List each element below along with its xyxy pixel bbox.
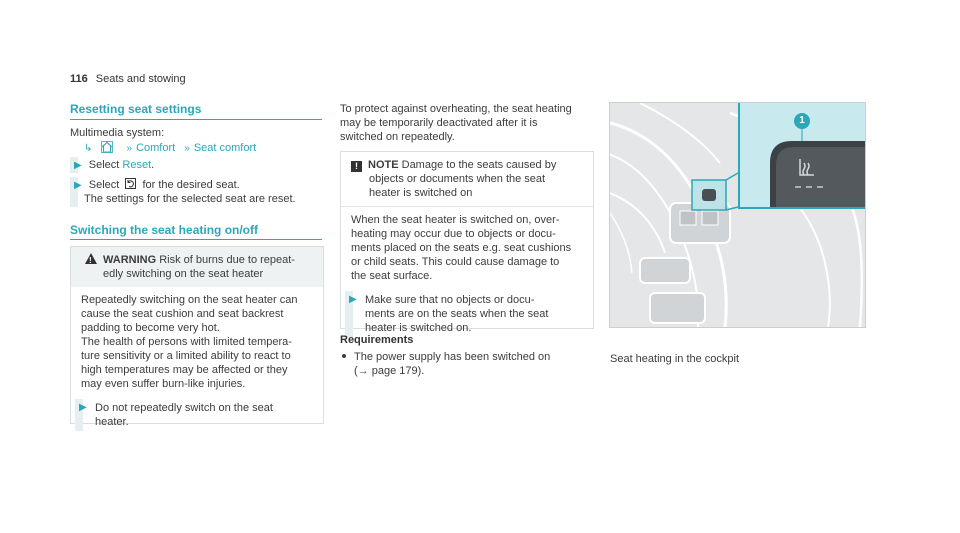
- notice-step-line: ments are on the seats when the seat: [365, 308, 549, 320]
- intro-text: [340, 102, 572, 144]
- step-select-seat: [74, 178, 240, 193]
- notice-step-line: heater is switched on.: [365, 322, 472, 334]
- step-arrow-icon: ▶: [79, 402, 87, 413]
- requirement-line: (→ page 179).: [354, 365, 425, 377]
- warning-box: [70, 246, 324, 428]
- notice-box: [340, 151, 594, 334]
- notice-label: NOTE: [368, 159, 399, 171]
- intro-line: To protect against overheating, the seat heating: [340, 103, 572, 115]
- path-item-seat-comfort[interactable]: Seat comfort: [193, 142, 257, 154]
- page-header: [70, 73, 186, 85]
- notice-text: or child seats. This could cause damage to: [351, 256, 560, 268]
- callout-number: 1: [794, 113, 810, 129]
- path-item-comfort[interactable]: Comfort: [136, 142, 176, 154]
- warning-label: WARNING: [103, 254, 157, 266]
- intro-line: may be temporarily deactivated after it is: [340, 117, 538, 129]
- reset-icon: [125, 178, 136, 189]
- seat-heating-illustration: [609, 102, 866, 328]
- notice-body: [341, 207, 593, 343]
- reset-section-rule: [70, 119, 322, 120]
- notice-step-line: Make sure that no objects or docu-: [365, 294, 535, 306]
- double-chevron-icon: »: [184, 143, 190, 154]
- step-prefix: Select: [88, 179, 120, 191]
- warning-step-line: Do not repeatedly switch on the seat: [95, 402, 273, 414]
- warning-head-line: edly switching on the seat heater: [103, 268, 264, 280]
- intro-line: switched on repeatedly.: [340, 131, 455, 143]
- warning-head-line: Risk of burns due to repeat-: [159, 254, 295, 266]
- notice-step: [351, 293, 585, 335]
- step-select-reset: [74, 158, 154, 173]
- warning-triangle-icon: [85, 253, 97, 264]
- requirements-title: Requirements: [340, 334, 414, 346]
- bullet-icon: [342, 354, 346, 358]
- notice-head-line: Damage to the seats caused by: [401, 159, 557, 171]
- warning-text: ture sensitivity or a limited ability to react to: [81, 350, 291, 362]
- path-label: Multimedia system:: [70, 127, 165, 139]
- warning-head: [71, 247, 323, 287]
- notice-head-line: objects or documents when the seat: [369, 173, 546, 185]
- section-title: Seats and stowing: [95, 73, 186, 85]
- menu-path: [84, 141, 256, 156]
- notice-text: When the seat heater is switched on, over-: [351, 214, 560, 226]
- warning-body: [71, 287, 323, 437]
- warning-text: cause the seat cushion and seat backrest: [81, 308, 284, 320]
- page-number: 116: [70, 73, 88, 85]
- reset-section-title: Resetting seat settings: [70, 102, 202, 116]
- figure-caption: Seat heating in the cockpit: [610, 353, 740, 365]
- warning-text: Repeatedly switching on the seat heater can: [81, 294, 298, 306]
- step-arrow-icon: ▶: [74, 180, 82, 191]
- notice-text: heating may occur due to objects or docu-: [351, 228, 556, 240]
- warning-text: padding to become very hot.: [81, 322, 220, 334]
- notice-icon: !: [351, 161, 362, 172]
- warning-step: [81, 401, 315, 429]
- requirement-item: [342, 350, 550, 378]
- notice-text: ments placed on the seats e.g. seat cushions: [351, 242, 572, 254]
- notice-head-line: heater is switched on: [369, 187, 473, 199]
- step-prefix: Select: [88, 159, 120, 171]
- step-suffix: for the desired seat.: [142, 179, 240, 191]
- requirement-line: The power supply has been switched on: [354, 351, 551, 363]
- warning-text: The health of persons with limited tempera-: [81, 336, 292, 348]
- step-result: The settings for the selected seat are reset.: [84, 193, 296, 205]
- callout-zoom: [738, 103, 866, 209]
- warning-text: may even suffer burn-like injuries.: [81, 378, 246, 390]
- step-arrow-icon: ▶: [349, 294, 357, 305]
- double-chevron-icon: »: [126, 143, 133, 154]
- step-suffix: .: [151, 159, 155, 171]
- warning-text: high temperatures may be affected or they: [81, 364, 288, 376]
- notice-head: [341, 152, 593, 206]
- heating-section-rule: [70, 239, 322, 240]
- warning-step-line: heater.: [95, 416, 129, 428]
- notice-text: the seat surface.: [351, 270, 433, 282]
- heating-section-title: Switching the seat heating on/off: [70, 223, 259, 237]
- arrow-return-icon: ↳: [84, 143, 93, 154]
- reset-link[interactable]: Reset: [122, 159, 152, 171]
- step-arrow-icon: ▶: [74, 160, 82, 171]
- home-icon: [101, 141, 113, 153]
